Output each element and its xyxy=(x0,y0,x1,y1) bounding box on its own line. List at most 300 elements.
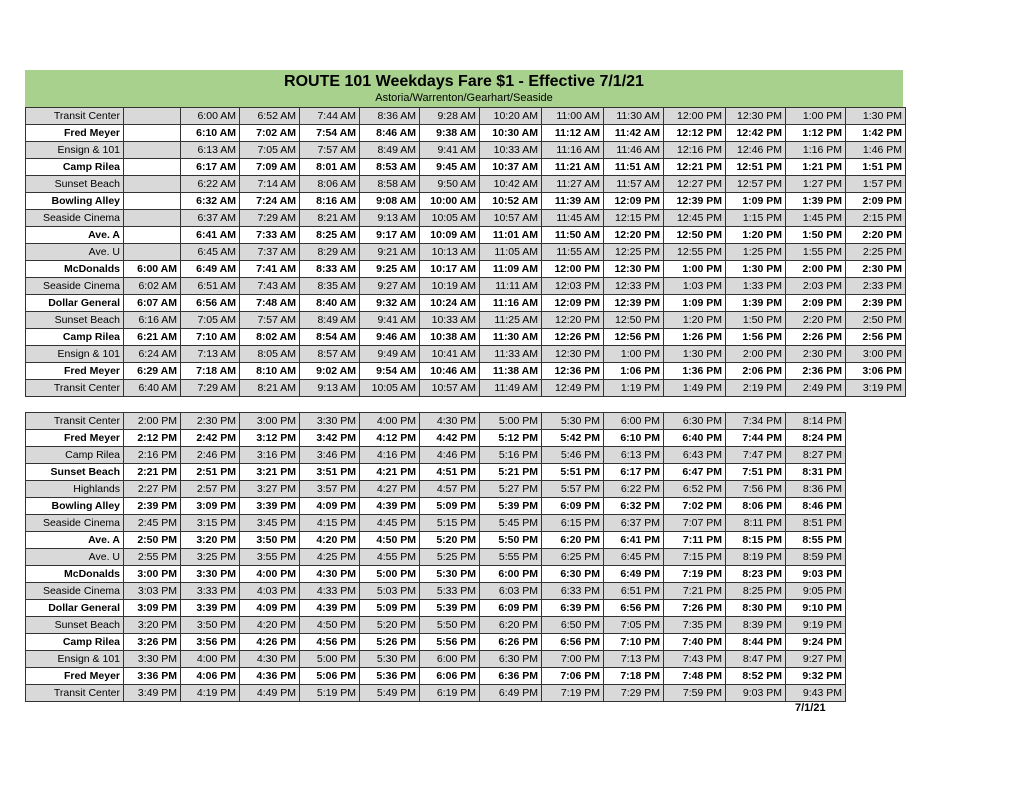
time-cell: 10:37 AM xyxy=(480,159,542,176)
time-cell: 2:30 PM xyxy=(846,261,906,278)
time-cell: 12:55 PM xyxy=(664,244,726,261)
time-cell: 12:49 PM xyxy=(542,380,604,397)
time-cell: 9:38 AM xyxy=(420,125,480,142)
table-row xyxy=(26,668,846,685)
time-cell: 1:09 PM xyxy=(726,193,786,210)
time-cell: 4:49 PM xyxy=(240,685,300,702)
time-cell: 8:39 PM xyxy=(726,617,786,634)
time-cell: 8:25 AM xyxy=(300,227,360,244)
stop-name: Seaside Cinema xyxy=(26,210,124,227)
time-cell: 12:12 PM xyxy=(664,125,726,142)
time-cell: 7:09 AM xyxy=(240,159,300,176)
time-cell: 9:02 AM xyxy=(300,363,360,380)
stop-name: Camp Rilea xyxy=(26,329,124,346)
time-cell: 7:40 PM xyxy=(664,634,726,651)
time-cell: 11:11 AM xyxy=(480,278,542,295)
time-cell: 8:19 PM xyxy=(726,549,786,566)
time-cell: 7:05 PM xyxy=(604,617,664,634)
time-cell: 6:36 PM xyxy=(480,668,542,685)
time-cell: 6:20 PM xyxy=(480,617,542,634)
time-cell: 6:51 PM xyxy=(604,583,664,600)
time-cell: 5:06 PM xyxy=(300,668,360,685)
time-cell: 10:09 AM xyxy=(420,227,480,244)
time-cell: 7:29 AM xyxy=(181,380,240,397)
stop-name: Highlands xyxy=(26,481,124,498)
time-cell: 6:02 AM xyxy=(124,278,181,295)
time-cell: 3:56 PM xyxy=(181,634,240,651)
stop-name: Sunset Beach xyxy=(26,312,124,329)
time-cell: 7:10 AM xyxy=(181,329,240,346)
time-cell: 3:33 PM xyxy=(181,583,240,600)
time-cell: 3:45 PM xyxy=(240,515,300,532)
time-cell: 7:59 PM xyxy=(664,685,726,702)
time-cell: 3:00 PM xyxy=(124,566,181,583)
time-cell: 6:00 PM xyxy=(480,566,542,583)
time-cell xyxy=(124,244,181,261)
time-cell: 4:36 PM xyxy=(240,668,300,685)
time-cell: 7:06 PM xyxy=(542,668,604,685)
time-cell: 7:13 AM xyxy=(181,346,240,363)
morning-schedule-table xyxy=(25,107,906,397)
time-cell: 6:32 AM xyxy=(181,193,240,210)
time-cell: 8:11 PM xyxy=(726,515,786,532)
time-cell: 6:30 PM xyxy=(542,566,604,583)
time-cell: 4:50 PM xyxy=(360,532,420,549)
time-cell: 12:36 PM xyxy=(542,363,604,380)
time-cell: 7:05 AM xyxy=(181,312,240,329)
stop-name: Seaside Cinema xyxy=(26,515,124,532)
time-cell: 3:27 PM xyxy=(240,481,300,498)
table-row xyxy=(26,176,906,193)
time-cell: 6:52 PM xyxy=(664,481,726,498)
time-cell: 8:24 PM xyxy=(786,430,846,447)
time-cell: 7:07 PM xyxy=(664,515,726,532)
time-cell: 6:40 PM xyxy=(664,430,726,447)
time-cell: 9:03 PM xyxy=(786,566,846,583)
time-cell: 7:26 PM xyxy=(664,600,726,617)
time-cell: 3:12 PM xyxy=(240,430,300,447)
time-cell: 12:46 PM xyxy=(726,142,786,159)
time-cell: 11:55 AM xyxy=(542,244,604,261)
time-cell: 11:50 AM xyxy=(542,227,604,244)
time-cell: 4:16 PM xyxy=(360,447,420,464)
time-cell xyxy=(124,159,181,176)
table-row xyxy=(26,125,906,142)
time-cell: 6:29 AM xyxy=(124,363,181,380)
time-cell: 1:26 PM xyxy=(664,329,726,346)
time-cell: 10:17 AM xyxy=(420,261,480,278)
time-cell: 3:36 PM xyxy=(124,668,181,685)
time-cell: 7:48 AM xyxy=(240,295,300,312)
time-cell: 7:21 PM xyxy=(664,583,726,600)
time-cell: 6:13 AM xyxy=(181,142,240,159)
time-cell: 10:38 AM xyxy=(420,329,480,346)
time-cell: 3:00 PM xyxy=(240,413,300,430)
time-cell: 11:51 AM xyxy=(604,159,664,176)
time-cell: 3:20 PM xyxy=(181,532,240,549)
time-cell: 9:43 PM xyxy=(786,685,846,702)
time-cell: 1:55 PM xyxy=(786,244,846,261)
time-cell: 5:57 PM xyxy=(542,481,604,498)
time-cell: 11:21 AM xyxy=(542,159,604,176)
time-cell: 12:51 PM xyxy=(726,159,786,176)
time-cell: 2:20 PM xyxy=(786,312,846,329)
time-cell: 9:08 AM xyxy=(360,193,420,210)
time-cell: 8:25 PM xyxy=(726,583,786,600)
time-cell: 8:47 PM xyxy=(726,651,786,668)
time-cell: 12:50 PM xyxy=(604,312,664,329)
time-cell: 1:20 PM xyxy=(726,227,786,244)
time-cell xyxy=(124,227,181,244)
time-cell: 6:09 PM xyxy=(542,498,604,515)
time-cell: 4:57 PM xyxy=(420,481,480,498)
time-cell: 10:13 AM xyxy=(420,244,480,261)
time-cell: 6:26 PM xyxy=(480,634,542,651)
time-cell: 12:16 PM xyxy=(664,142,726,159)
time-cell: 9:25 AM xyxy=(360,261,420,278)
time-cell: 2:42 PM xyxy=(181,430,240,447)
time-cell: 8:30 PM xyxy=(726,600,786,617)
stop-name: Ave. U xyxy=(26,244,124,261)
time-cell: 1:50 PM xyxy=(726,312,786,329)
table-row xyxy=(26,447,846,464)
stop-name: Transit Center xyxy=(26,108,124,125)
time-cell: 6:00 PM xyxy=(420,651,480,668)
time-cell: 9:28 AM xyxy=(420,108,480,125)
time-cell: 11:05 AM xyxy=(480,244,542,261)
time-cell: 3:57 PM xyxy=(300,481,360,498)
time-cell: 6:07 AM xyxy=(124,295,181,312)
time-cell xyxy=(124,193,181,210)
time-cell: 3:30 PM xyxy=(300,413,360,430)
time-cell: 6:30 PM xyxy=(480,651,542,668)
time-cell: 4:33 PM xyxy=(300,583,360,600)
time-cell: 2:56 PM xyxy=(846,329,906,346)
time-cell: 8:49 AM xyxy=(300,312,360,329)
time-cell: 3:42 PM xyxy=(300,430,360,447)
time-cell: 6:56 PM xyxy=(542,634,604,651)
time-cell: 4:20 PM xyxy=(300,532,360,549)
time-cell: 5:00 PM xyxy=(300,651,360,668)
time-cell xyxy=(124,210,181,227)
time-cell: 1:49 PM xyxy=(664,380,726,397)
time-cell: 9:13 AM xyxy=(360,210,420,227)
time-cell: 8:21 AM xyxy=(300,210,360,227)
time-cell: 2:55 PM xyxy=(124,549,181,566)
stop-name: Bowling Alley xyxy=(26,193,124,210)
time-cell: 4:56 PM xyxy=(300,634,360,651)
time-cell xyxy=(124,142,181,159)
time-cell: 7:33 AM xyxy=(240,227,300,244)
time-cell: 2:30 PM xyxy=(181,413,240,430)
time-cell: 8:54 AM xyxy=(300,329,360,346)
time-cell: 7:41 AM xyxy=(240,261,300,278)
time-cell: 7:44 PM xyxy=(726,430,786,447)
time-cell: 6:32 PM xyxy=(604,498,664,515)
time-cell: 8:33 AM xyxy=(300,261,360,278)
time-cell: 5:20 PM xyxy=(420,532,480,549)
stop-name: McDonalds xyxy=(26,261,124,278)
time-cell: 12:39 PM xyxy=(604,295,664,312)
time-cell: 2:30 PM xyxy=(786,346,846,363)
table-row xyxy=(26,108,906,125)
time-cell: 8:29 AM xyxy=(300,244,360,261)
time-cell: 1:00 PM xyxy=(604,346,664,363)
time-cell: 2:39 PM xyxy=(846,295,906,312)
time-cell: 12:30 PM xyxy=(604,261,664,278)
time-cell: 10:57 AM xyxy=(480,210,542,227)
time-cell: 5:09 PM xyxy=(360,600,420,617)
time-cell: 3:09 PM xyxy=(181,498,240,515)
table-row xyxy=(26,634,846,651)
time-cell: 1:50 PM xyxy=(786,227,846,244)
time-cell: 6:49 AM xyxy=(181,261,240,278)
time-cell: 6:51 AM xyxy=(181,278,240,295)
time-cell: 3:39 PM xyxy=(240,498,300,515)
time-cell: 5:55 PM xyxy=(480,549,542,566)
time-cell xyxy=(124,125,181,142)
table-row xyxy=(26,261,906,278)
stop-name: Sunset Beach xyxy=(26,464,124,481)
time-cell: 11:25 AM xyxy=(480,312,542,329)
time-cell: 7:24 AM xyxy=(240,193,300,210)
time-cell: 12:27 PM xyxy=(664,176,726,193)
time-cell: 8:01 AM xyxy=(300,159,360,176)
time-cell: 4:09 PM xyxy=(300,498,360,515)
time-cell: 1:46 PM xyxy=(846,142,906,159)
time-cell: 8:06 AM xyxy=(300,176,360,193)
time-cell: 8:02 AM xyxy=(240,329,300,346)
time-cell: 7:35 PM xyxy=(664,617,726,634)
time-cell: 9:41 AM xyxy=(420,142,480,159)
table-row xyxy=(26,159,906,176)
time-cell: 11:16 AM xyxy=(542,142,604,159)
time-cell: 7:19 PM xyxy=(542,685,604,702)
table-row xyxy=(26,498,846,515)
time-cell: 1:30 PM xyxy=(726,261,786,278)
time-cell: 5:30 PM xyxy=(420,566,480,583)
time-cell: 3:50 PM xyxy=(240,532,300,549)
time-cell: 7:10 PM xyxy=(604,634,664,651)
table-row xyxy=(26,464,846,481)
table-row xyxy=(26,566,846,583)
stop-name: Fred Meyer xyxy=(26,430,124,447)
table-row xyxy=(26,227,906,244)
time-cell: 7:57 AM xyxy=(240,312,300,329)
stop-name: Dollar General xyxy=(26,600,124,617)
stop-name: Transit Center xyxy=(26,380,124,397)
time-cell: 6:41 PM xyxy=(604,532,664,549)
time-cell: 8:35 AM xyxy=(300,278,360,295)
stop-name: Ave. A xyxy=(26,227,124,244)
time-cell: 11:30 AM xyxy=(480,329,542,346)
time-cell: 4:51 PM xyxy=(420,464,480,481)
time-cell: 3:00 PM xyxy=(846,346,906,363)
time-cell: 12:21 PM xyxy=(664,159,726,176)
time-cell: 2:51 PM xyxy=(181,464,240,481)
time-cell: 6:00 AM xyxy=(124,261,181,278)
time-cell: 1:12 PM xyxy=(786,125,846,142)
time-cell: 3:26 PM xyxy=(124,634,181,651)
time-cell: 6:49 PM xyxy=(480,685,542,702)
time-cell: 8:31 PM xyxy=(786,464,846,481)
time-cell: 4:00 PM xyxy=(360,413,420,430)
time-cell: 4:26 PM xyxy=(240,634,300,651)
time-cell: 10:33 AM xyxy=(480,142,542,159)
time-cell: 9:32 AM xyxy=(360,295,420,312)
time-cell: 8:58 AM xyxy=(360,176,420,193)
time-cell: 10:00 AM xyxy=(420,193,480,210)
time-cell: 4:39 PM xyxy=(360,498,420,515)
time-cell: 8:59 PM xyxy=(786,549,846,566)
time-cell: 8:40 AM xyxy=(300,295,360,312)
time-cell: 9:45 AM xyxy=(420,159,480,176)
time-cell: 11:01 AM xyxy=(480,227,542,244)
time-cell: 6:20 PM xyxy=(542,532,604,549)
time-cell: 4:55 PM xyxy=(360,549,420,566)
time-cell: 8:57 AM xyxy=(300,346,360,363)
time-cell: 12:15 PM xyxy=(604,210,664,227)
time-cell: 5:46 PM xyxy=(542,447,604,464)
time-cell: 5:03 PM xyxy=(360,583,420,600)
table-row xyxy=(26,244,906,261)
time-cell: 4:45 PM xyxy=(360,515,420,532)
time-cell: 11:49 AM xyxy=(480,380,542,397)
table-row xyxy=(26,583,846,600)
stop-name: Sunset Beach xyxy=(26,176,124,193)
time-cell: 6:56 PM xyxy=(604,600,664,617)
time-cell: 5:33 PM xyxy=(420,583,480,600)
time-cell: 2:27 PM xyxy=(124,481,181,498)
table-row xyxy=(26,278,906,295)
time-cell: 6:40 AM xyxy=(124,380,181,397)
time-cell: 2:50 PM xyxy=(846,312,906,329)
time-cell: 1:00 PM xyxy=(664,261,726,278)
time-cell: 1:03 PM xyxy=(664,278,726,295)
time-cell: 12:09 PM xyxy=(604,193,664,210)
time-cell: 10:05 AM xyxy=(360,380,420,397)
time-cell: 11:42 AM xyxy=(604,125,664,142)
time-cell: 6:10 PM xyxy=(604,430,664,447)
time-cell: 3:50 PM xyxy=(181,617,240,634)
schedule-subtitle: Astoria/Warrenton/Gearhart/Seaside xyxy=(375,92,553,104)
time-cell: 4:39 PM xyxy=(300,600,360,617)
time-cell: 10:05 AM xyxy=(420,210,480,227)
time-cell: 9:54 AM xyxy=(360,363,420,380)
time-cell: 2:39 PM xyxy=(124,498,181,515)
table-row xyxy=(26,363,906,380)
afternoon-schedule-table xyxy=(25,412,846,702)
time-cell: 8:52 PM xyxy=(726,668,786,685)
stop-name: Sunset Beach xyxy=(26,617,124,634)
time-cell: 6:22 PM xyxy=(604,481,664,498)
stop-name: Camp Rilea xyxy=(26,447,124,464)
time-cell: 10:20 AM xyxy=(480,108,542,125)
time-cell: 2:25 PM xyxy=(846,244,906,261)
time-cell: 2:57 PM xyxy=(181,481,240,498)
time-cell: 9:10 PM xyxy=(786,600,846,617)
time-cell: 3:46 PM xyxy=(300,447,360,464)
time-cell: 6:50 PM xyxy=(542,617,604,634)
time-cell: 12:03 PM xyxy=(542,278,604,295)
time-cell: 12:09 PM xyxy=(542,295,604,312)
time-cell: 5:20 PM xyxy=(360,617,420,634)
time-cell: 6:56 AM xyxy=(181,295,240,312)
time-cell: 1:00 PM xyxy=(786,108,846,125)
time-cell: 6:37 AM xyxy=(181,210,240,227)
time-cell: 7:51 PM xyxy=(726,464,786,481)
time-cell: 5:19 PM xyxy=(300,685,360,702)
time-cell: 9:19 PM xyxy=(786,617,846,634)
time-cell: 4:15 PM xyxy=(300,515,360,532)
time-cell: 11:16 AM xyxy=(480,295,542,312)
time-cell: 11:27 AM xyxy=(542,176,604,193)
time-cell: 7:18 AM xyxy=(181,363,240,380)
time-cell: 2:09 PM xyxy=(786,295,846,312)
time-cell: 4:12 PM xyxy=(360,430,420,447)
table-row xyxy=(26,380,906,397)
time-cell: 1:33 PM xyxy=(726,278,786,295)
stop-name: Fred Meyer xyxy=(26,125,124,142)
table-row xyxy=(26,532,846,549)
time-cell: 2:09 PM xyxy=(846,193,906,210)
time-cell: 6:25 PM xyxy=(542,549,604,566)
time-cell: 10:46 AM xyxy=(420,363,480,380)
time-cell: 12:26 PM xyxy=(542,329,604,346)
table-row xyxy=(26,295,906,312)
time-cell xyxy=(124,176,181,193)
time-cell: 1:20 PM xyxy=(664,312,726,329)
time-cell: 6:16 AM xyxy=(124,312,181,329)
time-cell: 6:17 AM xyxy=(181,159,240,176)
time-cell: 9:41 AM xyxy=(360,312,420,329)
time-cell: 9:27 AM xyxy=(360,278,420,295)
table-row xyxy=(26,329,906,346)
time-cell: 4:27 PM xyxy=(360,481,420,498)
time-cell: 8:36 AM xyxy=(360,108,420,125)
table-row xyxy=(26,515,846,532)
time-cell: 2:36 PM xyxy=(786,363,846,380)
time-cell: 8:46 AM xyxy=(360,125,420,142)
time-cell: 12:20 PM xyxy=(542,312,604,329)
time-cell: 1:36 PM xyxy=(664,363,726,380)
time-cell: 11:30 AM xyxy=(604,108,664,125)
stop-name: Seaside Cinema xyxy=(26,278,124,295)
time-cell: 3:55 PM xyxy=(240,549,300,566)
time-cell: 9:49 AM xyxy=(360,346,420,363)
time-cell: 5:49 PM xyxy=(360,685,420,702)
time-cell: 6:17 PM xyxy=(604,464,664,481)
time-cell: 5:36 PM xyxy=(360,668,420,685)
time-cell: 6:41 AM xyxy=(181,227,240,244)
time-cell: 10:19 AM xyxy=(420,278,480,295)
time-cell: 4:46 PM xyxy=(420,447,480,464)
time-cell: 6:13 PM xyxy=(604,447,664,464)
time-cell: 3:16 PM xyxy=(240,447,300,464)
table-row xyxy=(26,430,846,447)
time-cell: 10:57 AM xyxy=(420,380,480,397)
time-cell: 7:34 PM xyxy=(726,413,786,430)
time-cell: 6:06 PM xyxy=(420,668,480,685)
time-cell: 11:09 AM xyxy=(480,261,542,278)
time-cell: 6:49 PM xyxy=(604,566,664,583)
time-cell: 8:21 AM xyxy=(240,380,300,397)
time-cell: 12:39 PM xyxy=(664,193,726,210)
time-cell: 7:14 AM xyxy=(240,176,300,193)
time-cell: 5:16 PM xyxy=(480,447,542,464)
stop-name: Ensign & 101 xyxy=(26,651,124,668)
time-cell: 8:15 PM xyxy=(726,532,786,549)
